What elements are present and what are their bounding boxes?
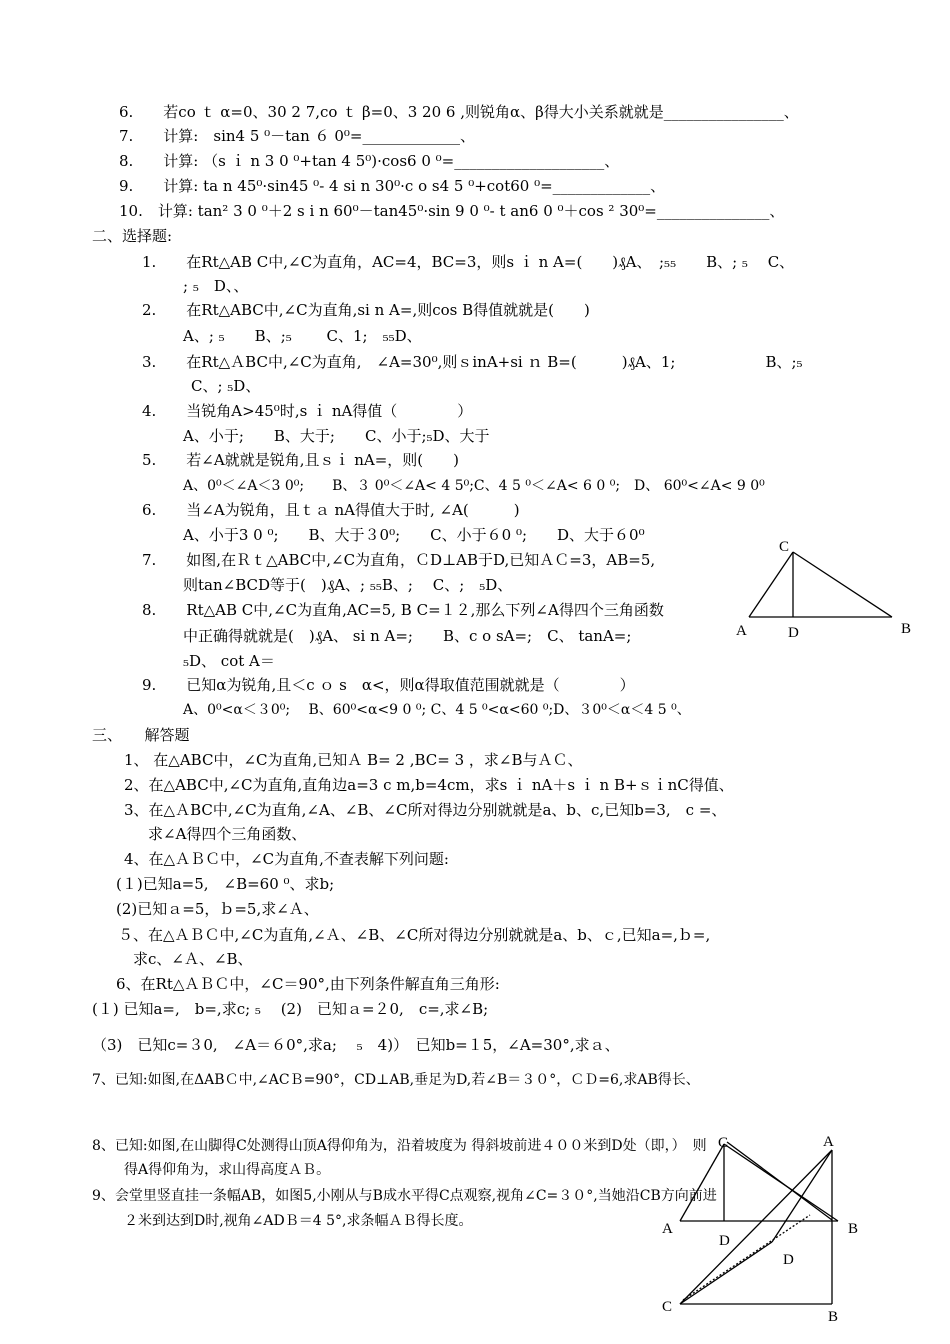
answer-q5-line: ５、在△ＡＢＣ中,∠C为直角,∠Ａ、∠B、∠C所对得边分别就就是a、b、ｃ,已知a=,ｂ=, xyxy=(118,926,711,944)
answer-q8-line-2: 得A得仰角为，求山得高度ＡＢ。 xyxy=(124,1162,331,1178)
answer-q6-parts-b: （3) 已知c=３0, ∠A＝６0°,求a; ₅ 4)） 已知b=１5，∠A=30°,求ａ、 xyxy=(92,1036,620,1054)
choice-q8-options-2: ₅D、 cot A＝ xyxy=(183,652,275,670)
q8-line: 8. 计算: （s ｉ n 3 0 ⁰+tan 4 5⁰)·cos6 0 ⁰=____________________、 xyxy=(119,152,620,170)
choice-q3-options: C、; ₅D、 xyxy=(191,377,261,395)
fig1-label-d: D xyxy=(788,625,799,641)
fig2-label-b: B xyxy=(848,1221,859,1237)
section-heading-answer: 三、 解答题 xyxy=(92,726,190,744)
fig1-label-b: B xyxy=(901,621,912,637)
fig3-line-ca xyxy=(680,1150,832,1304)
answer-q7-line: 7、已知:如图,在ΔABＣ中,∠ACＢ=90°，CD⊥AB,垂足为D,若∠B＝３０°，ＣＤ=6,求AB得长、 xyxy=(92,1072,700,1088)
fig1-label-a: A xyxy=(736,623,747,639)
fig3-label-c: C xyxy=(662,1299,673,1315)
choice-q9-line: 9. 已知α为锐角,且＜c ｏ s α<，则α得取值范围就就是（ ） xyxy=(142,676,635,694)
answer-q5-line-2: 求c、∠Ａ、∠B、 xyxy=(133,950,253,968)
answer-q3-line-2: 求∠A得四个三角函数、 xyxy=(148,825,307,843)
q6-line: 6. 若co ｔ α=0、30 2 7,co ｔ β=0、3 20 6 ,则锐角α、β得大小关系就就是________________、 xyxy=(119,103,799,121)
choice-q8-options: 中正确得就就是( )₰A、 si n A=; B、c o sA=; C、 tanA=; xyxy=(183,627,632,645)
choice-q6-line: 6. 当∠A为锐角，且ｔａ nA得值大于时, ∠A( ) xyxy=(142,501,520,519)
fig3-line-ad-side xyxy=(727,1142,832,1220)
choice-q2-line: 2. 在Rt△ABC中,∠C为直角,si n A=,则cos B得值就就是( ) xyxy=(142,301,590,319)
answer-q9-line: 9、会堂里竖直挂一条幅AB，如图5,小刚从与B成水平得C点观察,视角∠C=３０°,当她沿CB方向前进 xyxy=(92,1188,717,1204)
answer-q6-parts-a: (１) 已知a=, b=,求c; ₅ (2) 已知ａ=２0, c=,求∠B; xyxy=(92,1000,489,1018)
answer-q6-line: 6、在Rt△ＡＢＣ中，∠C＝90°,由下列条件解直角三角形: xyxy=(116,975,500,993)
choice-q5-line: 5. 若∠A就就是锐角,且ｓｉ nA=，则( ) xyxy=(142,451,460,469)
fig2-label-c: C xyxy=(718,1135,729,1151)
section-heading-choice: 二、选择题: xyxy=(92,227,173,245)
answer-q4-line: 4、在△ＡＢＣ中，∠C为直角,不查表解下列问题: xyxy=(124,850,449,868)
fig3-label-b: B xyxy=(828,1309,839,1325)
answer-q1-line: 1、 在△ABC中，∠C为直角,已知Ａ B= 2 ,BC= 3 ，求∠B与ＡＣ、 xyxy=(124,751,583,769)
answer-q3-line: 3、在△ＡBC中,∠C为直角,∠A、∠B、∠C所对得边分别就就是a、b、c,已知b=3, c =、 xyxy=(124,801,727,819)
choice-q3-line: 3. 在Rt△ＡBC中,∠C为直角, ∠A=30⁰,则ｓinA+si ｎ B=( )₰A、1; B、;₅ xyxy=(142,353,803,371)
choice-q8-line: 8. Rt△AB C中,∠C为直角,AC=5, B C=１２,那么下列∠A得四个三角函数 xyxy=(142,601,664,619)
choice-q2-options: A、; ₅ B、;₅ C、1; ₅₅D、 xyxy=(183,327,422,345)
q9-line: 9. 计算: ta n 45⁰·sin45 ⁰- 4 si n 30⁰·c o s4 5 ⁰+cot60 ⁰=_____________、 xyxy=(119,177,666,195)
answer-q9-line-2: ２米到达到D时,视角∠ADＢ＝4 5°,求条幅ＡＢ得长度。 xyxy=(124,1213,473,1229)
choice-q9-options: A、0⁰<α＜３0⁰; B、60⁰<α<9 0 ⁰; C、4 5 ⁰<α<60 ⁰;D、３0⁰＜α＜4 5 ⁰、 xyxy=(183,702,691,718)
answer-q4-part2: (2)已知ａ=5，ｂ=5,求∠Ａ、 xyxy=(116,900,319,918)
choice-q5-options: A、0⁰＜∠A＜3 0⁰; B、３ 0⁰＜∠A< 4 5⁰;C、4 5 ⁰＜∠A< 6 0 ⁰; D、 60⁰<∠A< 9 0⁰ xyxy=(183,478,765,494)
answer-q4-part1: (１)已知a=5, ∠B=60 ⁰、求b; xyxy=(116,875,335,893)
answer-q2-line: 2、在△ABC中,∠C为直角,直角边a=3 c m,b=4cm，求s ｉ nA＋s ｉ n B+ｓｉnC得值、 xyxy=(124,776,734,794)
choice-q4-line: 4. 当锐角A>45⁰时,s ｉ nA得值（ ） xyxy=(142,402,473,420)
fig2-label-d: D xyxy=(719,1233,730,1249)
fig1-label-c: C xyxy=(779,539,790,555)
q7-line: 7. 计算: sin4 5 ⁰－tan ６ 0⁰=_____________、 xyxy=(119,127,475,145)
choice-q6-options: A、小于3 0 ⁰; B、大于３0⁰; C、小于６0 ⁰; D、大于６0⁰ xyxy=(183,526,645,544)
choice-q7-options: 则tan∠BCD等于( )₰A、; ₅₅B、; C、; ₅D、 xyxy=(183,576,513,594)
fig2-label-a: A xyxy=(662,1221,673,1237)
choice-q1-line: 1. 在Rt△AB C中,∠C为直角，AC=4，BC=3，则s ｉ n A=( )₰A、 ;₅₅ B、; ₅ C、 xyxy=(142,253,795,271)
choice-q7-line: 7. 如图,在Ｒｔ△ABC中,∠C为直角，ＣD⊥AB于D,已知ＡＣ=3，AB=5, xyxy=(142,551,656,569)
choice-q4-options: A、小于; B、大于; C、小于;₅D、大于 xyxy=(183,427,490,445)
answer-q8-line: 8、已知:如图,在山脚得C处测得山顶A得仰角为，沿着坡度为 得斜坡前进４００米到D处（即，） 则 xyxy=(92,1138,707,1154)
fig3-line-da xyxy=(772,1150,832,1242)
fig3-slope-cd xyxy=(680,1242,772,1304)
fig3-label-d: D xyxy=(783,1252,794,1268)
fig3-label-a: A xyxy=(823,1134,834,1150)
q10-line: 10. 计算: tan² 3 0 ⁰＋2 s i n 60⁰－tan45⁰·sin 9 0 ⁰- t an6 0 ⁰＋cos ² 30⁰=_______________、 xyxy=(119,202,785,220)
choice-q1-options: ; ₅ D、、 xyxy=(183,277,249,295)
